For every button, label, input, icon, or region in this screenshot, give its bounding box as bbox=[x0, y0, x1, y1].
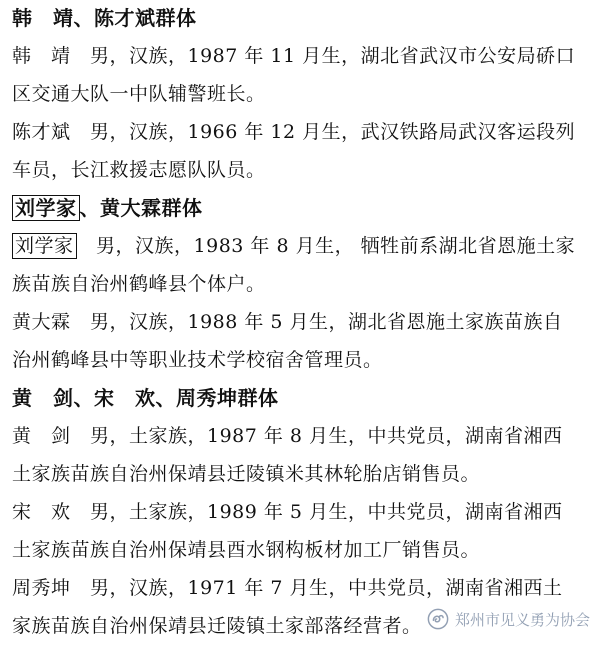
text-line: 家族苗族自治州保靖县迁陵镇土家部落经营者。 bbox=[12, 615, 422, 637]
text-line: 族苗族自治州鹤峰县个体户。 bbox=[12, 273, 266, 295]
text-line: 土家族苗族自治州保靖县迁陵镇米其林轮胎店销售员。 bbox=[12, 463, 481, 485]
text-line-body: 男，汉族，1983 年 8 月生， 牺牲前系湖北省恩施土家 bbox=[76, 235, 576, 257]
group-heading bbox=[12, 383, 592, 413]
text-line: 车员，长江救援志愿队队员。 bbox=[12, 159, 266, 181]
text-line: 陈才斌 男，汉族，1966 年 12 月生，武汉铁路局武汉客运段列 bbox=[12, 121, 576, 143]
text-line: 区交通大队一中队辅警班长。 bbox=[12, 83, 266, 105]
text-line: 黄大霖 男，汉族，1988 年 5 月生，湖北省恩施土家族苗族自 bbox=[12, 311, 563, 333]
text-line: 宋 欢 男，土家族，1989 年 5 月生，中共党员，湖南省湘西 bbox=[12, 501, 563, 523]
text-line: 黄 剑 男，土家族，1987 年 8 月生，中共党员，湖南省湘西 bbox=[12, 425, 563, 447]
group-heading-text: 韩 靖、陈才斌群体 bbox=[12, 6, 197, 30]
boxed-name: 刘学家 bbox=[12, 195, 80, 221]
watermark bbox=[427, 606, 590, 632]
text-line: 治州鹤峰县中等职业技术学校宿舍管理员。 bbox=[12, 349, 383, 371]
watermark-text: 郑州市见义勇为协会 bbox=[454, 610, 590, 629]
text-line bbox=[12, 231, 592, 261]
text-line: 周秀坤 男，汉族，1971 年 7 月生，中共党员，湖南省湘西土 bbox=[12, 577, 563, 599]
group-heading bbox=[12, 193, 592, 223]
group-heading-text: 、黄大霖群体 bbox=[79, 196, 203, 220]
wechat-official-account-icon bbox=[427, 608, 449, 630]
boxed-name: 刘学家 bbox=[12, 233, 77, 259]
text-line: 韩 靖 男，汉族，1987 年 11 月生，湖北省武汉市公安局硚口 bbox=[12, 45, 576, 67]
group-heading bbox=[12, 3, 592, 33]
group-heading-text: 黄 剑、宋 欢、周秀坤群体 bbox=[12, 386, 279, 410]
text-line: 土家族苗族自治州保靖县酉水钢构板材加工厂销售员。 bbox=[12, 539, 481, 561]
